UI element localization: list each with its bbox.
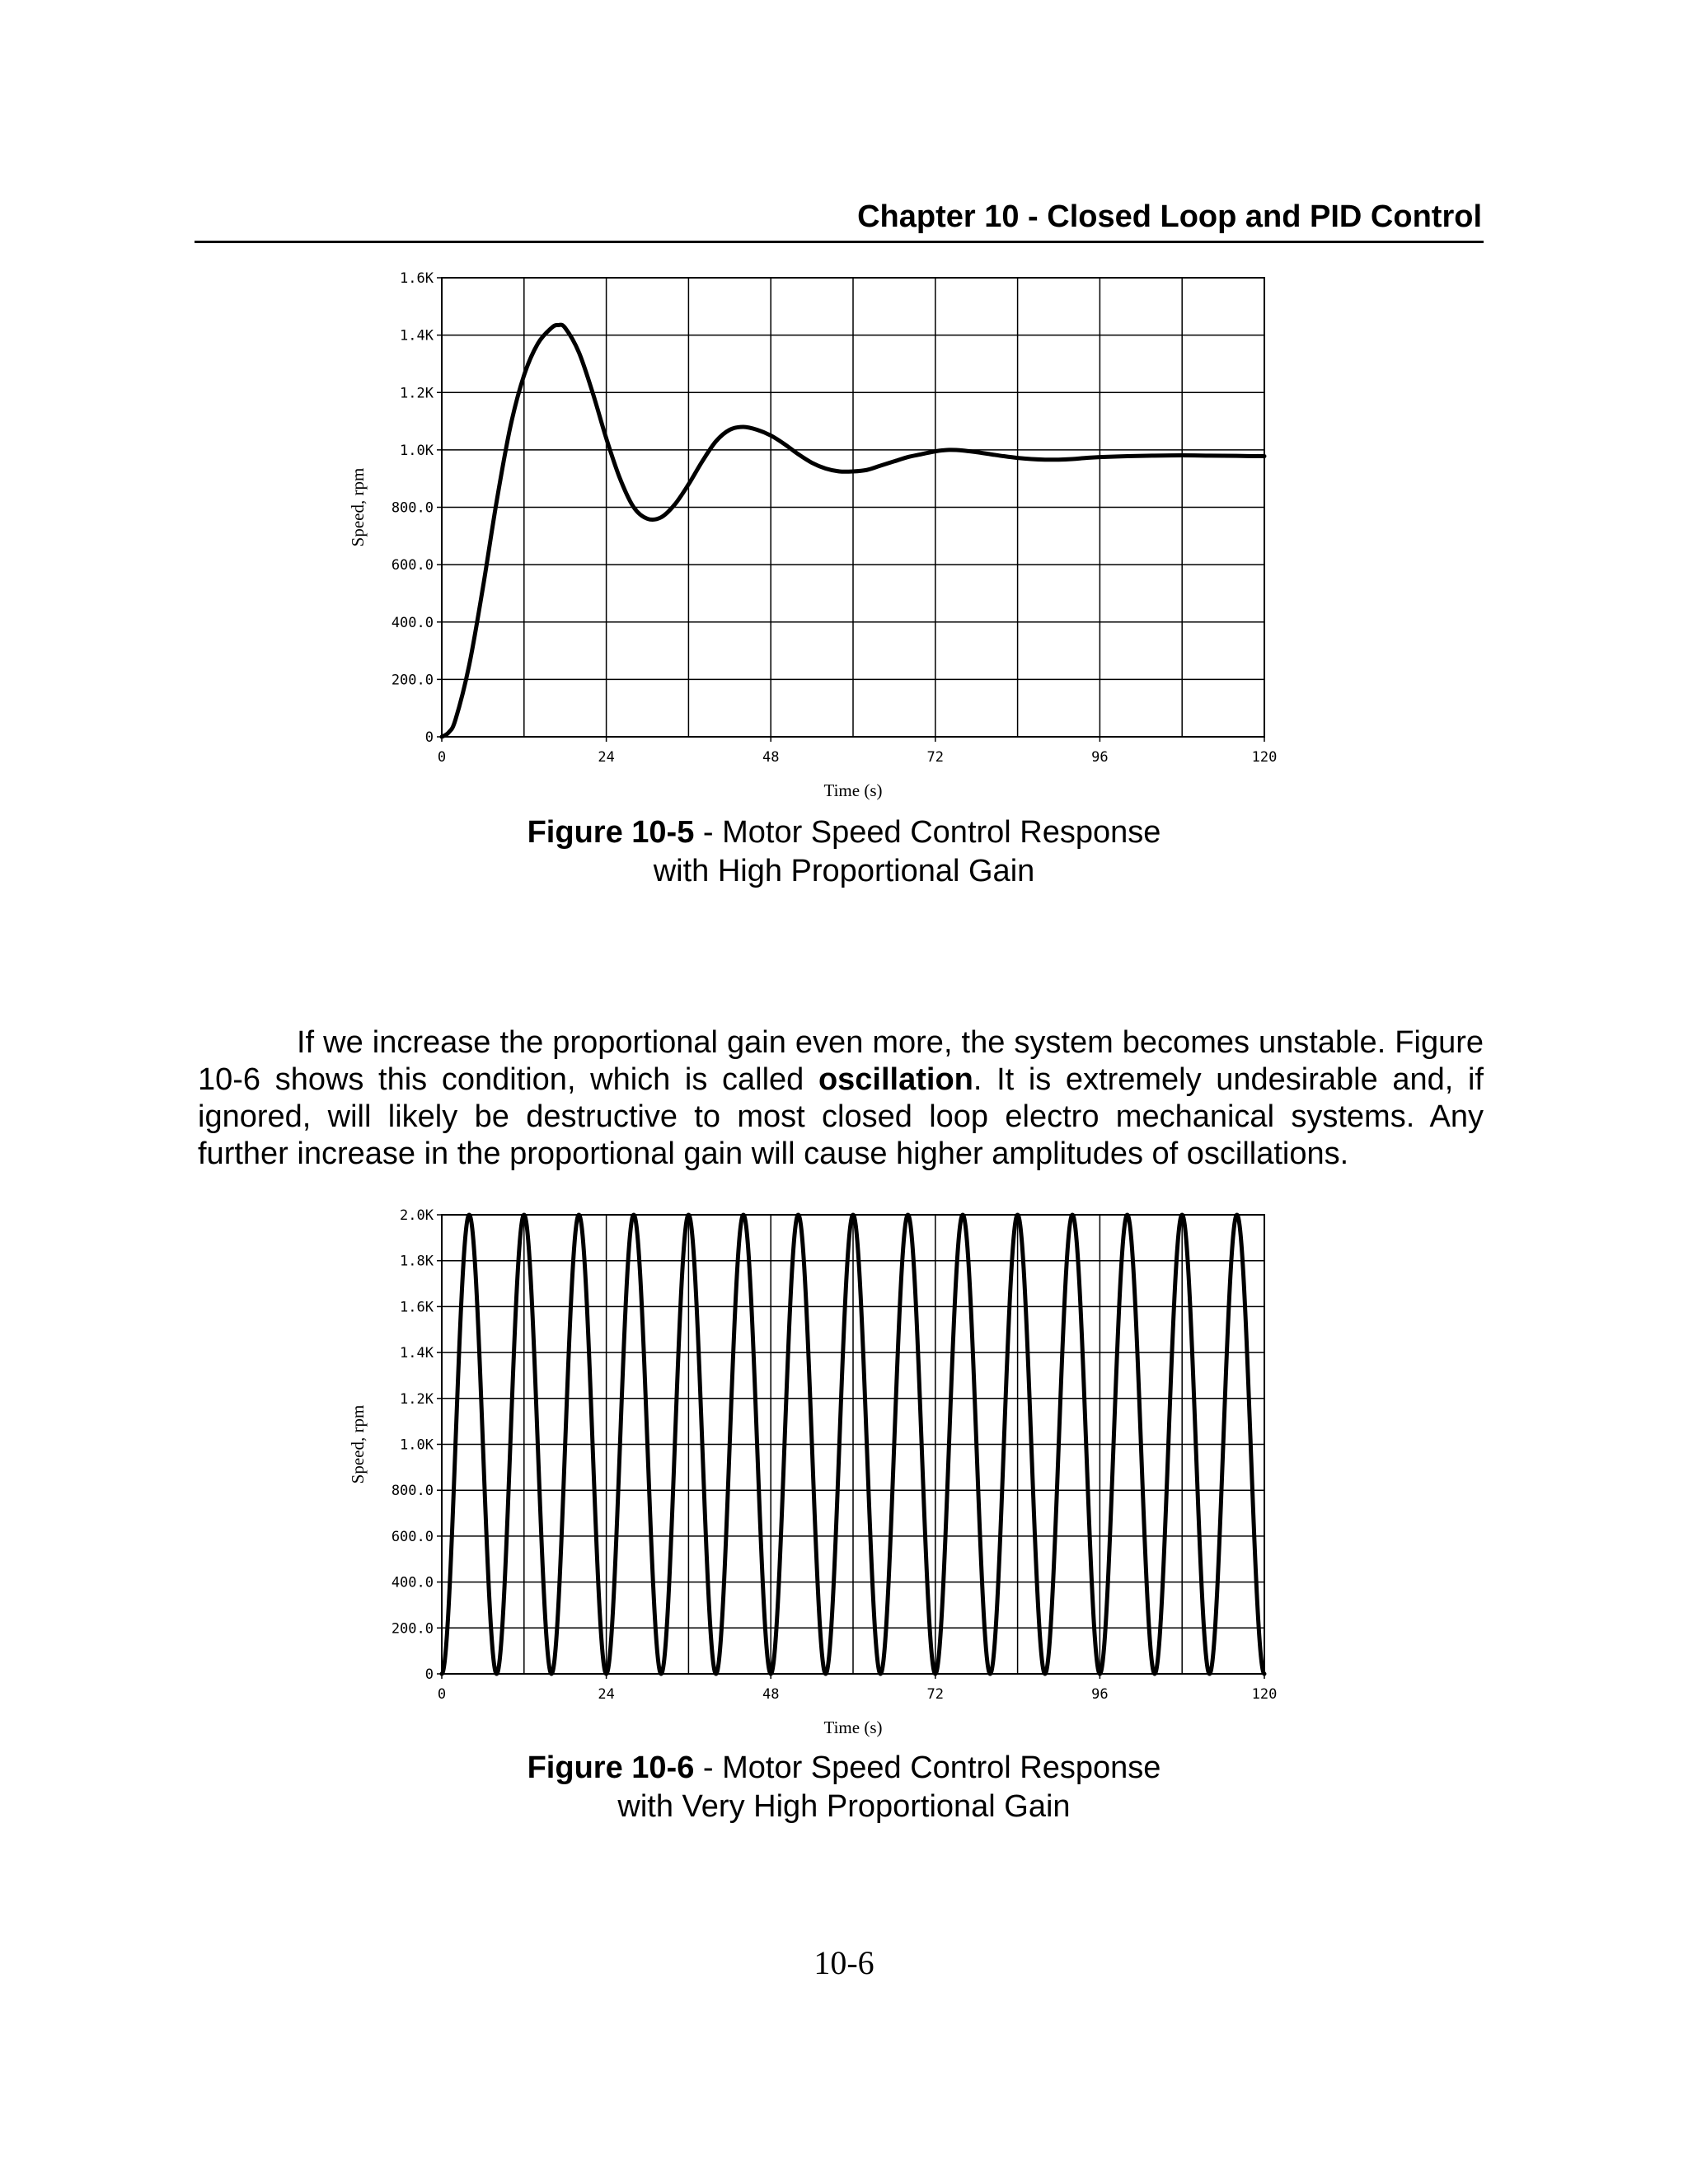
figure-10-6-caption bbox=[330, 1749, 1358, 1826]
y-tick-label: 1.2K bbox=[400, 385, 434, 402]
figure-10-6-title-line2: with Very High Proportional Gain bbox=[617, 1789, 1071, 1824]
x-tick-label: 48 bbox=[762, 1686, 780, 1703]
page-header bbox=[195, 191, 1484, 243]
y-tick-label: 800.0 bbox=[391, 499, 434, 517]
x-tick-label: 96 bbox=[1091, 1686, 1109, 1703]
y-tick-label: 0 bbox=[424, 729, 434, 746]
y-axis-title: Speed, rpm bbox=[348, 1404, 368, 1484]
x-tick-label: 48 bbox=[762, 749, 780, 766]
figure-10-5-title: - Motor Speed Control Response bbox=[694, 815, 1161, 850]
y-tick-label: 600.0 bbox=[391, 557, 434, 574]
x-tick-label: 24 bbox=[598, 749, 615, 766]
y-tick-label: 1.6K bbox=[400, 270, 434, 287]
x-tick-label: 0 bbox=[437, 1686, 447, 1703]
x-axis-title: Time (s) bbox=[823, 780, 883, 800]
figure-10-6-title: - Motor Speed Control Response bbox=[694, 1750, 1161, 1785]
x-tick-label: 0 bbox=[437, 749, 447, 766]
y-tick-label: 800.0 bbox=[391, 1483, 434, 1500]
y-tick-label: 1.0K bbox=[400, 1436, 434, 1454]
x-axis-title: Time (s) bbox=[823, 1718, 883, 1737]
y-tick-label: 400.0 bbox=[391, 1574, 434, 1591]
x-tick-label: 72 bbox=[926, 749, 945, 766]
oscillation-term: oscillation bbox=[818, 1062, 973, 1097]
y-tick-label: 1.2K bbox=[400, 1390, 434, 1408]
y-tick-label: 600.0 bbox=[391, 1528, 434, 1545]
x-tick-label: 72 bbox=[926, 1686, 945, 1703]
y-tick-label: 400.0 bbox=[391, 614, 434, 631]
figure-10-6-number: Figure 10-6 bbox=[527, 1750, 695, 1785]
y-tick-label: 1.6K bbox=[400, 1299, 434, 1316]
body-paragraph-part1: If we increase the proportional gain even more, the system becomes unstable. Figure 10-6 shows this condition, which is called bbox=[198, 1025, 1484, 1097]
x-tick-label: 120 bbox=[1251, 749, 1278, 766]
page-number: 10-6 bbox=[814, 1944, 874, 1981]
y-tick-label: 2.0K bbox=[400, 1207, 434, 1224]
body-paragraph bbox=[198, 1024, 1484, 1173]
figure-10-5-number: Figure 10-5 bbox=[527, 815, 695, 850]
y-tick-label: 1.8K bbox=[400, 1253, 434, 1270]
chapter-title: Chapter 10 - Closed Loop and PID Control bbox=[857, 199, 1482, 234]
x-tick-label: 120 bbox=[1251, 1686, 1278, 1703]
chart-figure-10-5 bbox=[0, 264, 1688, 824]
y-axis-title: Speed, rpm bbox=[348, 467, 368, 547]
y-tick-label: 1.4K bbox=[400, 1345, 434, 1362]
figure-10-5-caption bbox=[330, 813, 1358, 891]
figure-10-5-title-line2: with High Proportional Gain bbox=[653, 854, 1035, 888]
x-tick-label: 24 bbox=[598, 1686, 615, 1703]
y-tick-label: 1.4K bbox=[400, 327, 434, 344]
y-tick-label: 200.0 bbox=[391, 1620, 434, 1638]
body-paragraph-part2: . It is extremely undesirable and, if ignored, will likely be destructive to most closed loop electro mechanical systems. Any further increase in the proportional gain will cause higher amplitudes of oscillations. bbox=[198, 1062, 1484, 1171]
x-tick-label: 96 bbox=[1091, 749, 1109, 766]
y-tick-label: 1.0K bbox=[400, 442, 434, 459]
chart-figure-10-6 bbox=[0, 1203, 1688, 1764]
y-tick-label: 0 bbox=[424, 1666, 434, 1683]
y-tick-label: 200.0 bbox=[391, 672, 434, 689]
